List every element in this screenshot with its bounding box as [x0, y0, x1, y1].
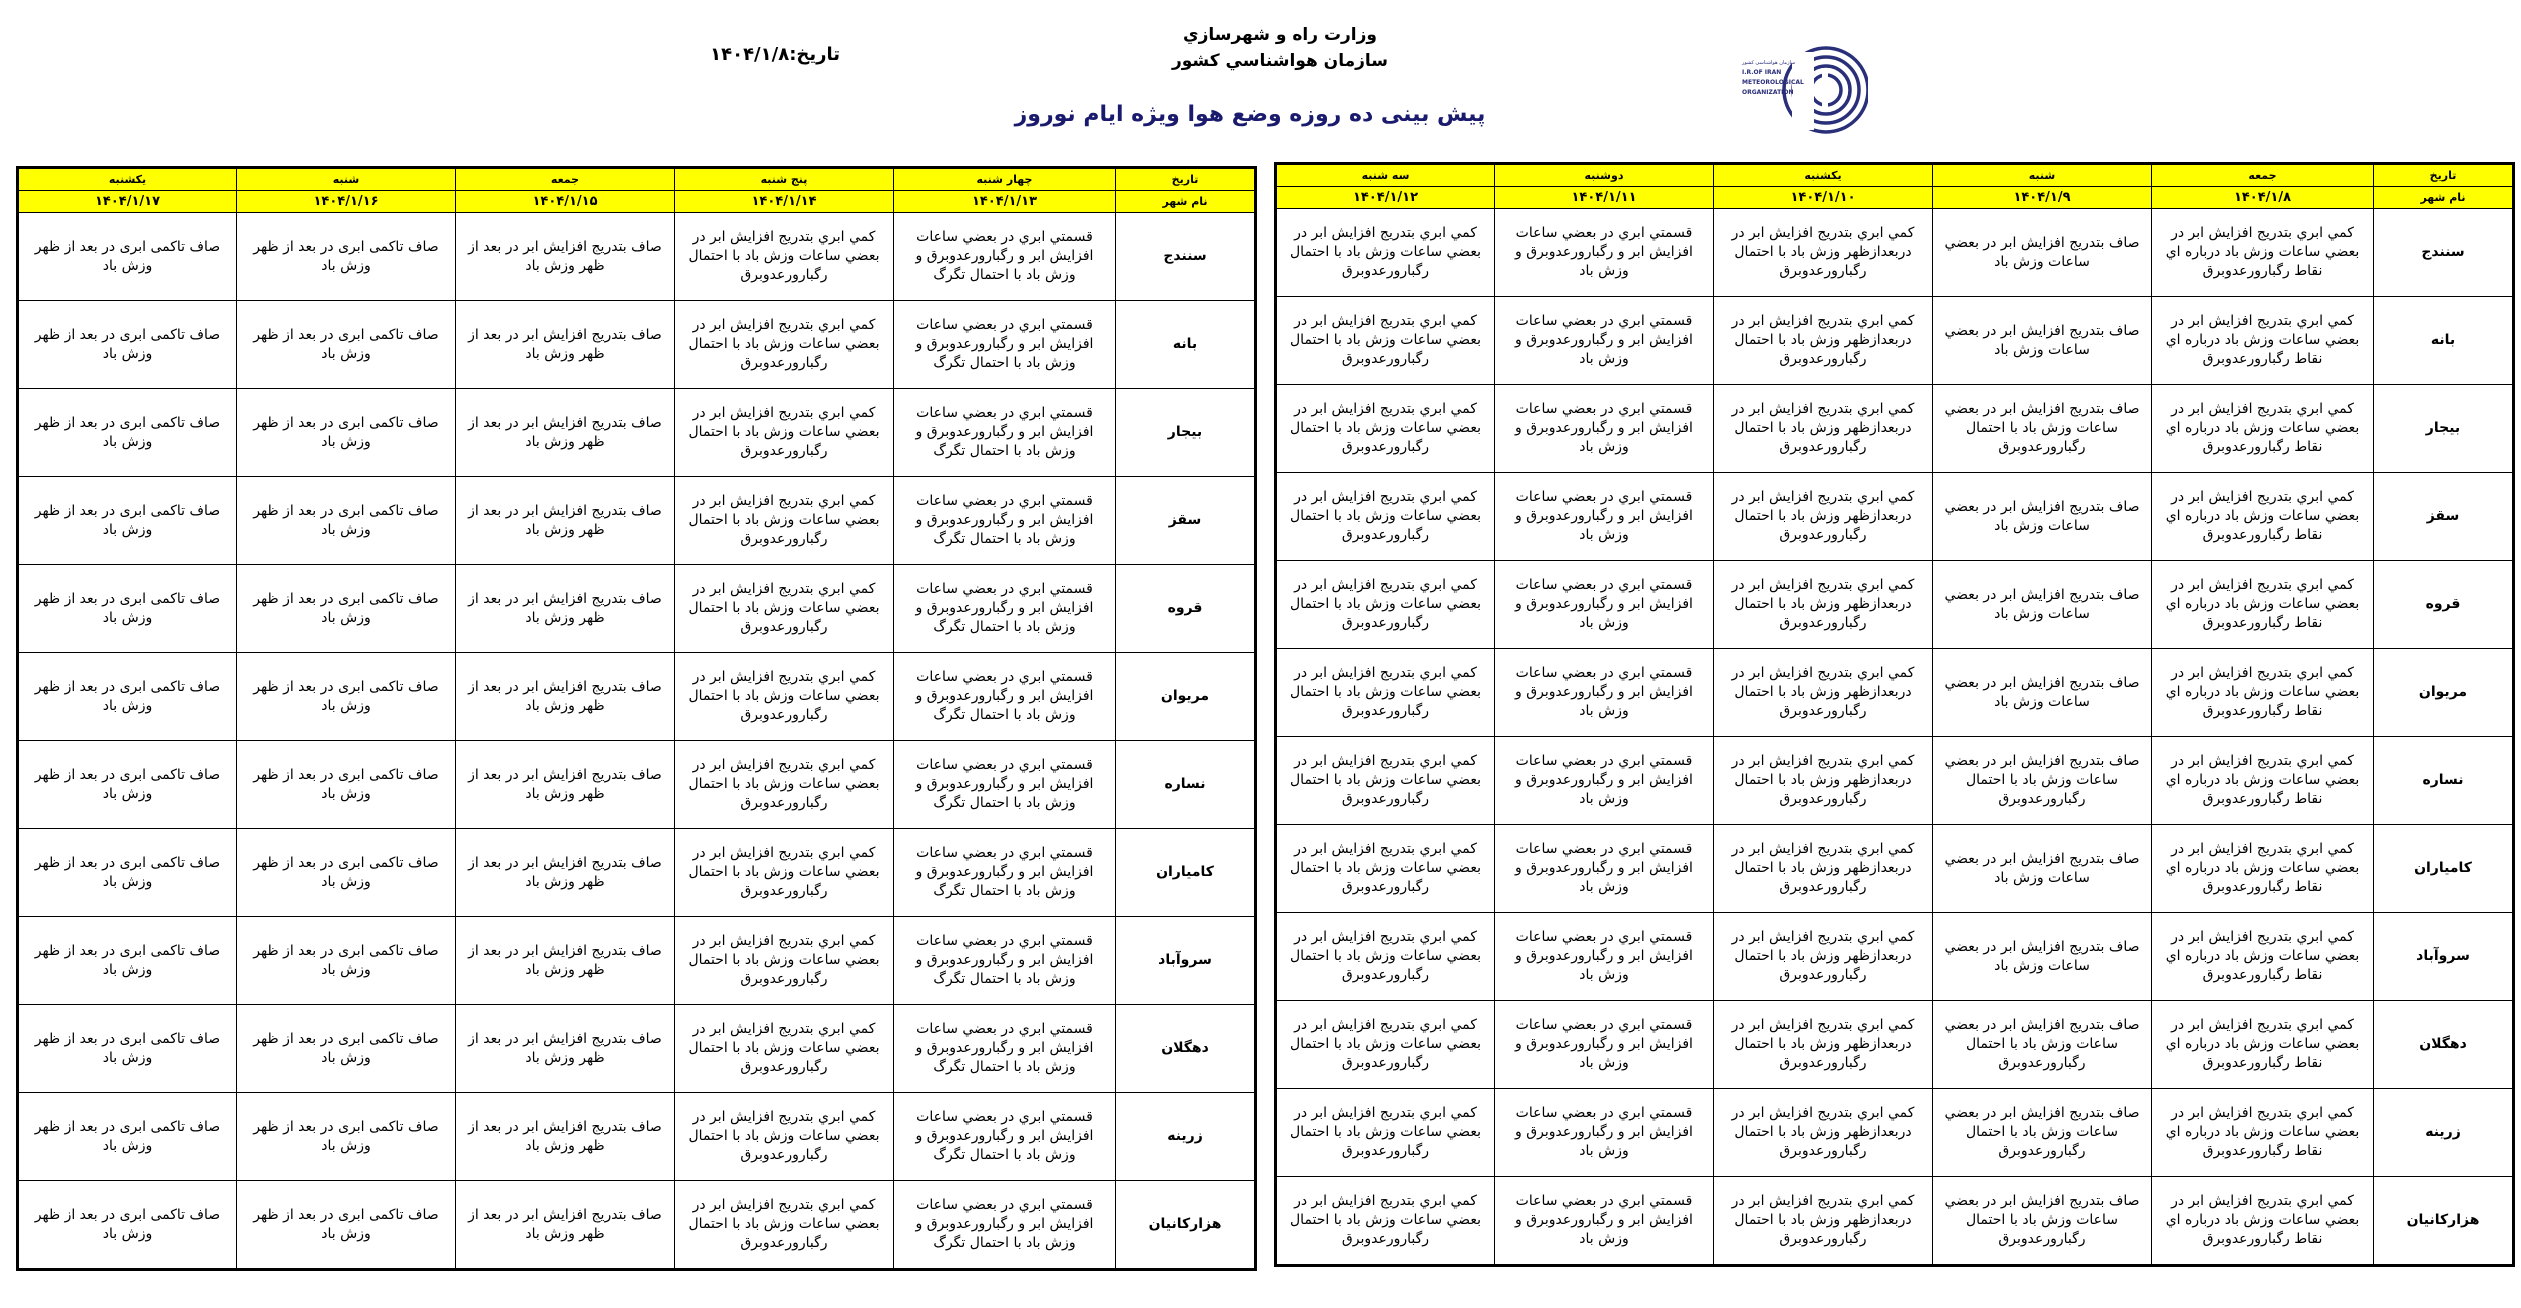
- forecast-cell: صاف بتدريج افزايش ابر در بعضي ساعات وزش باد: [1933, 297, 2152, 385]
- forecast-cell: صاف تاکمی ابری در بعد از ظهر وزش باد: [237, 1181, 456, 1270]
- forecast-cell: صاف تاکمی ابری در بعد از ظهر وزش باد: [18, 741, 237, 829]
- forecast-cell: صاف بتدريج افزايش ابر در بعضي ساعات وزش باد با احتمال رگبارورعدوبرق: [1933, 737, 2152, 825]
- forecast-cell: قسمتي ابري در بعضي ساعات افزايش ابر و رگبارورعدوبرق و وزش باد با احتمال تگرگ: [894, 565, 1116, 653]
- forecast-cell: صاف بتدريج افزايش ابر در بعضي ساعات وزش باد: [1933, 649, 2152, 737]
- forecast-cell: صاف تاکمی ابری در بعد از ظهر وزش باد: [18, 829, 237, 917]
- forecast-cell: كمي ابري بتدريج افزايش ابر در دربعدازظهر وزش باد با احتمال رگبارورعدوبرق: [1714, 1177, 1933, 1266]
- forecast-cell: صاف بتدريج افزايش ابر در بعد از ظهر وزش باد: [456, 829, 675, 917]
- forecast-cell: قسمتي ابري در بعضي ساعات افزايش ابر و رگبارورعدوبرق و وزش باد: [1495, 1089, 1714, 1177]
- forecast-cell: كمي ابري بتدريج افزايش ابر در بعضي ساعات وزش باد با احتمال رگبارورعدوبرق: [675, 301, 894, 389]
- forecast-cell: كمي ابري بتدريج افزايش ابر در بعضي ساعات وزش باد درباره اي نقاط رگبارورعدوبرق: [2152, 297, 2374, 385]
- forecast-cell: صاف بتدريج افزايش ابر در بعد از ظهر وزش باد: [456, 1093, 675, 1181]
- date-cell: ۱۴۰۴/۱/۱۴: [675, 191, 894, 213]
- forecast-cell: صاف تاکمی ابری در بعد از ظهر وزش باد: [237, 213, 456, 301]
- forecast-cell: كمي ابري بتدريج افزايش ابر در دربعدازظهر وزش باد با احتمال رگبارورعدوبرق: [1714, 1089, 1933, 1177]
- city-name-cell: دهگلان: [2374, 1001, 2514, 1089]
- logo-text-iran: I.R.OF IRAN: [1742, 69, 1782, 76]
- forecast-cell: كمي ابري بتدريج افزايش ابر در بعضي ساعات وزش باد با احتمال رگبارورعدوبرق: [1276, 297, 1495, 385]
- forecast-cell: قسمتي ابري در بعضي ساعات افزايش ابر و رگبارورعدوبرق و وزش باد با احتمال تگرگ: [894, 301, 1116, 389]
- forecast-table-days-1-5: [1274, 162, 2515, 1267]
- table-row: [1276, 473, 2514, 561]
- day-name-cell: یکشنبه: [18, 168, 237, 191]
- forecast-cell: قسمتي ابري در بعضي ساعات افزايش ابر و رگبارورعدوبرق و وزش باد با احتمال تگرگ: [894, 1093, 1116, 1181]
- forecast-cell: قسمتي ابري در بعضي ساعات افزايش ابر و رگبارورعدوبرق و وزش باد: [1495, 1177, 1714, 1266]
- date-cell: ۱۴۰۴/۱/۱۳: [894, 191, 1116, 213]
- forecast-cell: قسمتي ابري در بعضي ساعات افزايش ابر و رگبارورعدوبرق و وزش باد با احتمال تگرگ: [894, 1005, 1116, 1093]
- meteorological-organization-logo: [1738, 40, 1868, 140]
- table-row: [1276, 649, 2514, 737]
- forecast-cell: صاف تاکمی ابری در بعد از ظهر وزش باد: [237, 301, 456, 389]
- forecast-cell: قسمتي ابري در بعضي ساعات افزايش ابر و رگبارورعدوبرق و وزش باد: [1495, 297, 1714, 385]
- city-name-cell: کامیاران: [2374, 825, 2514, 913]
- forecast-cell: صاف تاکمی ابری در بعد از ظهر وزش باد: [18, 1181, 237, 1270]
- logo-text-meteorological: METEOROLOGICAL: [1742, 79, 1804, 86]
- city-name-cell: هزارکانیان: [1116, 1181, 1256, 1270]
- forecast-cell: قسمتي ابري در بعضي ساعات افزايش ابر و رگبارورعدوبرق و وزش باد: [1495, 825, 1714, 913]
- forecast-cell: صاف بتدريج افزايش ابر در بعد از ظهر وزش باد: [456, 1181, 675, 1270]
- day-name-cell: پنج شنبه: [675, 168, 894, 191]
- table-row: [18, 477, 1256, 565]
- table-row: [18, 829, 1256, 917]
- forecast-cell: قسمتي ابري در بعضي ساعات افزايش ابر و رگبارورعدوبرق و وزش باد: [1495, 1001, 1714, 1089]
- forecast-cell: صاف تاکمی ابری در بعد از ظهر وزش باد: [237, 653, 456, 741]
- table-row: [1276, 737, 2514, 825]
- city-name-cell: هزارکانیان: [2374, 1177, 2514, 1266]
- forecast-cell: كمي ابري بتدريج افزايش ابر در بعضي ساعات وزش باد درباره اي نقاط رگبارورعدوبرق: [2152, 561, 2374, 649]
- report-date: [660, 44, 840, 65]
- city-name-cell: زرینه: [2374, 1089, 2514, 1177]
- date-cell: ۱۴۰۴/۱/۱۵: [456, 191, 675, 213]
- forecast-cell: صاف تاکمی ابری در بعد از ظهر وزش باد: [237, 565, 456, 653]
- forecast-cell: كمي ابري بتدريج افزايش ابر در بعضي ساعات وزش باد درباره اي نقاط رگبارورعدوبرق: [2152, 385, 2374, 473]
- forecast-cell: كمي ابري بتدريج افزايش ابر در دربعدازظهر وزش باد با احتمال رگبارورعدوبرق: [1714, 209, 1933, 297]
- forecast-cell: صاف بتدريج افزايش ابر در بعضي ساعات وزش باد: [1933, 825, 2152, 913]
- forecast-cell: كمي ابري بتدريج افزايش ابر در بعضي ساعات وزش باد با احتمال رگبارورعدوبرق: [1276, 913, 1495, 1001]
- forecast-cell: صاف تاکمی ابری در بعد از ظهر وزش باد: [18, 1005, 237, 1093]
- forecast-cell: صاف تاکمی ابری در بعد از ظهر وزش باد: [237, 1005, 456, 1093]
- forecast-cell: قسمتي ابري در بعضي ساعات افزايش ابر و رگبارورعدوبرق و وزش باد: [1495, 209, 1714, 297]
- city-name-cell: سنندج: [2374, 209, 2514, 297]
- forecast-cell: كمي ابري بتدريج افزايش ابر در بعضي ساعات وزش باد درباره اي نقاط رگبارورعدوبرق: [2152, 209, 2374, 297]
- forecast-cell: صاف تاکمی ابری در بعد از ظهر وزش باد: [18, 213, 237, 301]
- table-row: [1276, 825, 2514, 913]
- forecast-cell: قسمتي ابري در بعضي ساعات افزايش ابر و رگبارورعدوبرق و وزش باد با احتمال تگرگ: [894, 477, 1116, 565]
- date-cell: ۱۴۰۴/۱/۸: [2152, 187, 2374, 209]
- forecast-cell: كمي ابري بتدريج افزايش ابر در بعضي ساعات وزش باد با احتمال رگبارورعدوبرق: [675, 213, 894, 301]
- forecast-cell: قسمتي ابري در بعضي ساعات افزايش ابر و رگبارورعدوبرق و وزش باد: [1495, 561, 1714, 649]
- forecast-cell: كمي ابري بتدريج افزايش ابر در بعضي ساعات وزش باد با احتمال رگبارورعدوبرق: [1276, 209, 1495, 297]
- forecast-cell: صاف بتدريج افزايش ابر در بعد از ظهر وزش باد: [456, 741, 675, 829]
- page-title: پیش بینی ده روزه وضع هوا ویژه ایام نوروز: [1014, 102, 1486, 127]
- forecast-cell: كمي ابري بتدريج افزايش ابر در بعضي ساعات وزش باد با احتمال رگبارورعدوبرق: [1276, 1177, 1495, 1266]
- day-name-cell: چهار شنبه: [894, 168, 1116, 191]
- city-name-cell: سقز: [2374, 473, 2514, 561]
- forecast-cell: كمي ابري بتدريج افزايش ابر در بعضي ساعات وزش باد با احتمال رگبارورعدوبرق: [675, 917, 894, 1005]
- forecast-cell: صاف بتدريج افزايش ابر در بعد از ظهر وزش باد: [456, 301, 675, 389]
- forecast-cell: صاف تاکمی ابری در بعد از ظهر وزش باد: [18, 653, 237, 741]
- city-name-cell: مریوان: [1116, 653, 1256, 741]
- forecast-cell: كمي ابري بتدريج افزايش ابر در دربعدازظهر وزش باد با احتمال رگبارورعدوبرق: [1714, 297, 1933, 385]
- forecast-cell: كمي ابري بتدريج افزايش ابر در بعضي ساعات وزش باد درباره اي نقاط رگبارورعدوبرق: [2152, 1089, 2374, 1177]
- logo-text-organization: ORGANIZATION: [1742, 89, 1794, 96]
- forecast-cell: كمي ابري بتدريج افزايش ابر در بعضي ساعات وزش باد با احتمال رگبارورعدوبرق: [1276, 1089, 1495, 1177]
- forecast-cell: صاف بتدريج افزايش ابر در بعد از ظهر وزش باد: [456, 653, 675, 741]
- forecast-cell: صاف تاکمی ابری در بعد از ظهر وزش باد: [237, 477, 456, 565]
- table-row: [1276, 385, 2514, 473]
- forecast-cell: صاف تاکمی ابری در بعد از ظهر وزش باد: [18, 565, 237, 653]
- forecast-cell: كمي ابري بتدريج افزايش ابر در بعضي ساعات وزش باد درباره اي نقاط رگبارورعدوبرق: [2152, 1177, 2374, 1266]
- forecast-cell: صاف بتدريج افزايش ابر در بعد از ظهر وزش باد: [456, 213, 675, 301]
- forecast-cell: كمي ابري بتدريج افزايش ابر در بعضي ساعات وزش باد درباره اي نقاط رگبارورعدوبرق: [2152, 473, 2374, 561]
- forecast-cell: صاف تاکمی ابری در بعد از ظهر وزش باد: [237, 389, 456, 477]
- day-name-cell: یکشنبه: [1714, 164, 1933, 187]
- forecast-cell: كمي ابري بتدريج افزايش ابر در بعضي ساعات وزش باد با احتمال رگبارورعدوبرق: [675, 653, 894, 741]
- table-row: [1276, 1089, 2514, 1177]
- date-cell: ۱۴۰۴/۱/۱۷: [18, 191, 237, 213]
- city-name-cell: بانه: [2374, 297, 2514, 385]
- forecast-cell: قسمتي ابري در بعضي ساعات افزايش ابر و رگبارورعدوبرق و وزش باد با احتمال تگرگ: [894, 213, 1116, 301]
- city-label-cell: نام شهر: [2374, 187, 2514, 209]
- forecast-cell: كمي ابري بتدريج افزايش ابر در دربعدازظهر وزش باد با احتمال رگبارورعدوبرق: [1714, 737, 1933, 825]
- city-name-cell: سروآباد: [2374, 913, 2514, 1001]
- day-name-cell: شنبه: [1933, 164, 2152, 187]
- forecast-cell: صاف بتدريج افزايش ابر در بعضي ساعات وزش باد: [1933, 913, 2152, 1001]
- city-name-cell: قروه: [2374, 561, 2514, 649]
- forecast-cell: صاف بتدريج افزايش ابر در بعد از ظهر وزش باد: [456, 477, 675, 565]
- forecast-cell: صاف تاکمی ابری در بعد از ظهر وزش باد: [237, 829, 456, 917]
- header-row-days: [18, 168, 1256, 191]
- table-row: [18, 653, 1256, 741]
- table-row: [18, 1005, 1256, 1093]
- forecast-cell: كمي ابري بتدريج افزايش ابر در بعضي ساعات وزش باد با احتمال رگبارورعدوبرق: [1276, 649, 1495, 737]
- forecast-cell: صاف تاکمی ابری در بعد از ظهر وزش باد: [237, 1093, 456, 1181]
- forecast-cell: كمي ابري بتدريج افزايش ابر در بعضي ساعات وزش باد با احتمال رگبارورعدوبرق: [675, 1005, 894, 1093]
- date-cell: ۱۴۰۴/۱/۱۶: [237, 191, 456, 213]
- forecast-cell: قسمتي ابري در بعضي ساعات افزايش ابر و رگبارورعدوبرق و وزش باد: [1495, 473, 1714, 561]
- forecast-cell: كمي ابري بتدريج افزايش ابر در بعضي ساعات وزش باد با احتمال رگبارورعدوبرق: [1276, 825, 1495, 913]
- forecast-cell: صاف تاکمی ابری در بعد از ظهر وزش باد: [237, 917, 456, 1005]
- forecast-cell: قسمتي ابري در بعضي ساعات افزايش ابر و رگبارورعدوبرق و وزش باد با احتمال تگرگ: [894, 829, 1116, 917]
- forecast-cell: صاف تاکمی ابری در بعد از ظهر وزش باد: [18, 477, 237, 565]
- forecast-cell: قسمتي ابري در بعضي ساعات افزايش ابر و رگبارورعدوبرق و وزش باد: [1495, 649, 1714, 737]
- header-row-dates: [18, 191, 1256, 213]
- forecast-cell: كمي ابري بتدريج افزايش ابر در بعضي ساعات وزش باد با احتمال رگبارورعدوبرق: [675, 829, 894, 917]
- day-name-cell: جمعه: [2152, 164, 2374, 187]
- forecast-cell: صاف تاکمی ابری در بعد از ظهر وزش باد: [18, 1093, 237, 1181]
- city-label-cell: نام شهر: [1116, 191, 1256, 213]
- day-name-cell: دوشنبه: [1495, 164, 1714, 187]
- forecast-cell: صاف بتدريج افزايش ابر در بعضي ساعات وزش باد با احتمال رگبارورعدوبرق: [1933, 1089, 2152, 1177]
- forecast-cell: صاف بتدريج افزايش ابر در بعضي ساعات وزش باد: [1933, 209, 2152, 297]
- table-row: [18, 741, 1256, 829]
- table-row: [1276, 561, 2514, 649]
- table-row: [1276, 1177, 2514, 1266]
- day-name-cell: شنبه: [237, 168, 456, 191]
- forecast-cell: صاف بتدريج افزايش ابر در بعد از ظهر وزش باد: [456, 389, 675, 477]
- forecast-cell: صاف تاکمی ابری در بعد از ظهر وزش باد: [18, 917, 237, 1005]
- city-name-cell: زرینه: [1116, 1093, 1256, 1181]
- table-row: [18, 389, 1256, 477]
- forecast-cell: كمي ابري بتدريج افزايش ابر در دربعدازظهر وزش باد با احتمال رگبارورعدوبرق: [1714, 825, 1933, 913]
- city-name-cell: سقز: [1116, 477, 1256, 565]
- forecast-cell: قسمتي ابري در بعضي ساعات افزايش ابر و رگبارورعدوبرق و وزش باد: [1495, 913, 1714, 1001]
- forecast-cell: كمي ابري بتدريج افزايش ابر در بعضي ساعات وزش باد با احتمال رگبارورعدوبرق: [1276, 385, 1495, 473]
- forecast-cell: كمي ابري بتدريج افزايش ابر در بعضي ساعات وزش باد با احتمال رگبارورعدوبرق: [675, 1093, 894, 1181]
- forecast-cell: كمي ابري بتدريج افزايش ابر در بعضي ساعات وزش باد با احتمال رگبارورعدوبرق: [1276, 737, 1495, 825]
- forecast-cell: كمي ابري بتدريج افزايش ابر در بعضي ساعات وزش باد با احتمال رگبارورعدوبرق: [675, 1181, 894, 1270]
- forecast-cell: كمي ابري بتدريج افزايش ابر در بعضي ساعات وزش باد درباره اي نقاط رگبارورعدوبرق: [2152, 649, 2374, 737]
- table-row: [1276, 209, 2514, 297]
- forecast-cell: كمي ابري بتدريج افزايش ابر در بعضي ساعات وزش باد با احتمال رگبارورعدوبرق: [675, 741, 894, 829]
- table-row: [18, 213, 1256, 301]
- city-name-cell: بیجار: [2374, 385, 2514, 473]
- table-row: [18, 565, 1256, 653]
- forecast-cell: صاف تاکمی ابری در بعد از ظهر وزش باد: [18, 389, 237, 477]
- forecast-cell: صاف بتدريج افزايش ابر در بعضي ساعات وزش باد: [1933, 561, 2152, 649]
- forecast-cell: كمي ابري بتدريج افزايش ابر در بعضي ساعات وزش باد درباره اي نقاط رگبارورعدوبرق: [2152, 825, 2374, 913]
- forecast-cell: صاف بتدريج افزايش ابر در بعد از ظهر وزش باد: [456, 917, 675, 1005]
- forecast-cell: كمي ابري بتدريج افزايش ابر در بعضي ساعات وزش باد با احتمال رگبارورعدوبرق: [1276, 1001, 1495, 1089]
- date-cell: ۱۴۰۴/۱/۱۱: [1495, 187, 1714, 209]
- table-row: [18, 301, 1256, 389]
- date-value: ۱۴۰۴/۱/۸: [710, 44, 790, 65]
- city-name-cell: مریوان: [2374, 649, 2514, 737]
- forecast-cell: كمي ابري بتدريج افزايش ابر در بعضي ساعات وزش باد با احتمال رگبارورعدوبرق: [675, 565, 894, 653]
- city-name-cell: سنندج: [1116, 213, 1256, 301]
- day-name-cell: سه شنبه: [1276, 164, 1495, 187]
- forecast-cell: كمي ابري بتدريج افزايش ابر در دربعدازظهر وزش باد با احتمال رگبارورعدوبرق: [1714, 1001, 1933, 1089]
- forecast-cell: كمي ابري بتدريج افزايش ابر در دربعدازظهر وزش باد با احتمال رگبارورعدوبرق: [1714, 649, 1933, 737]
- city-name-cell: سروآباد: [1116, 917, 1256, 1005]
- forecast-cell: كمي ابري بتدريج افزايش ابر در بعضي ساعات وزش باد درباره اي نقاط رگبارورعدوبرق: [2152, 913, 2374, 1001]
- city-name-cell: دهگلان: [1116, 1005, 1256, 1093]
- forecast-cell: قسمتي ابري در بعضي ساعات افزايش ابر و رگبارورعدوبرق و وزش باد: [1495, 385, 1714, 473]
- forecast-cell: كمي ابري بتدريج افزايش ابر در دربعدازظهر وزش باد با احتمال رگبارورعدوبرق: [1714, 913, 1933, 1001]
- table-row: [1276, 297, 2514, 385]
- date-cell: ۱۴۰۴/۱/۱۲: [1276, 187, 1495, 209]
- forecast-table-days-6-10: [16, 166, 1257, 1271]
- forecast-cell: قسمتي ابري در بعضي ساعات افزايش ابر و رگبارورعدوبرق و وزش باد با احتمال تگرگ: [894, 1181, 1116, 1270]
- forecast-cell: قسمتي ابري در بعضي ساعات افزايش ابر و رگبارورعدوبرق و وزش باد با احتمال تگرگ: [894, 741, 1116, 829]
- table-row: [18, 1093, 1256, 1181]
- forecast-cell: صاف بتدريج افزايش ابر در بعضي ساعات وزش باد با احتمال رگبارورعدوبرق: [1933, 1001, 2152, 1089]
- city-name-cell: بیجار: [1116, 389, 1256, 477]
- header-row-days: [1276, 164, 2514, 187]
- date-cell: ۱۴۰۴/۱/۹: [1933, 187, 2152, 209]
- forecast-cell: كمي ابري بتدريج افزايش ابر در بعضي ساعات وزش باد با احتمال رگبارورعدوبرق: [675, 477, 894, 565]
- forecast-cell: كمي ابري بتدريج افزايش ابر در بعضي ساعات وزش باد درباره اي نقاط رگبارورعدوبرق: [2152, 737, 2374, 825]
- forecast-cell: صاف بتدريج افزايش ابر در بعضي ساعات وزش باد با احتمال رگبارورعدوبرق: [1933, 385, 2152, 473]
- forecast-cell: قسمتي ابري در بعضي ساعات افزايش ابر و رگبارورعدوبرق و وزش باد با احتمال تگرگ: [894, 653, 1116, 741]
- forecast-cell: كمي ابري بتدريج افزايش ابر در دربعدازظهر وزش باد با احتمال رگبارورعدوبرق: [1714, 473, 1933, 561]
- forecast-cell: صاف بتدريج افزايش ابر در بعضي ساعات وزش باد با احتمال رگبارورعدوبرق: [1933, 1177, 2152, 1266]
- date-label-cell: تاریخ: [2374, 164, 2514, 187]
- ministry-name: وزارت راه و شهرسازي: [1182, 25, 1377, 45]
- forecast-cell: صاف تاکمی ابری در بعد از ظهر وزش باد: [18, 301, 237, 389]
- organization-name: سازمان هواشناسي كشور: [1171, 51, 1388, 71]
- forecast-cell: قسمتي ابري در بعضي ساعات افزايش ابر و رگبارورعدوبرق و وزش باد با احتمال تگرگ: [894, 917, 1116, 1005]
- forecast-cell: كمي ابري بتدريج افزايش ابر در بعضي ساعات وزش باد درباره اي نقاط رگبارورعدوبرق: [2152, 1001, 2374, 1089]
- table-row: [18, 1181, 1256, 1270]
- city-name-cell: بانه: [1116, 301, 1256, 389]
- table-row: [18, 917, 1256, 1005]
- forecast-cell: صاف بتدريج افزايش ابر در بعضي ساعات وزش باد: [1933, 473, 2152, 561]
- forecast-cell: صاف بتدريج افزايش ابر در بعد از ظهر وزش باد: [456, 1005, 675, 1093]
- city-name-cell: کامیاران: [1116, 829, 1256, 917]
- forecast-cell: كمي ابري بتدريج افزايش ابر در دربعدازظهر وزش باد با احتمال رگبارورعدوبرق: [1714, 385, 1933, 473]
- table-row: [1276, 913, 2514, 1001]
- forecast-cell: كمي ابري بتدريج افزايش ابر در بعضي ساعات وزش باد با احتمال رگبارورعدوبرق: [675, 389, 894, 477]
- date-cell: ۱۴۰۴/۱/۱۰: [1714, 187, 1933, 209]
- day-name-cell: جمعه: [456, 168, 675, 191]
- forecast-cell: كمي ابري بتدريج افزايش ابر در بعضي ساعات وزش باد با احتمال رگبارورعدوبرق: [1276, 473, 1495, 561]
- forecast-cell: صاف تاکمی ابری در بعد از ظهر وزش باد: [237, 741, 456, 829]
- header-row-dates: [1276, 187, 2514, 209]
- date-label: تاریخ:: [789, 44, 840, 65]
- forecast-cell: صاف بتدريج افزايش ابر در بعد از ظهر وزش باد: [456, 565, 675, 653]
- city-name-cell: نساره: [2374, 737, 2514, 825]
- logo-text-persian: سازمان هواشناسی کشور: [1742, 60, 1796, 66]
- city-name-cell: نساره: [1116, 741, 1256, 829]
- date-label-cell: تاریخ: [1116, 168, 1256, 191]
- forecast-cell: قسمتي ابري در بعضي ساعات افزايش ابر و رگبارورعدوبرق و وزش باد با احتمال تگرگ: [894, 389, 1116, 477]
- forecast-cell: كمي ابري بتدريج افزايش ابر در دربعدازظهر وزش باد با احتمال رگبارورعدوبرق: [1714, 561, 1933, 649]
- forecast-cell: كمي ابري بتدريج افزايش ابر در بعضي ساعات وزش باد با احتمال رگبارورعدوبرق: [1276, 561, 1495, 649]
- city-name-cell: قروه: [1116, 565, 1256, 653]
- table-row: [1276, 1001, 2514, 1089]
- forecast-cell: قسمتي ابري در بعضي ساعات افزايش ابر و رگبارورعدوبرق و وزش باد: [1495, 737, 1714, 825]
